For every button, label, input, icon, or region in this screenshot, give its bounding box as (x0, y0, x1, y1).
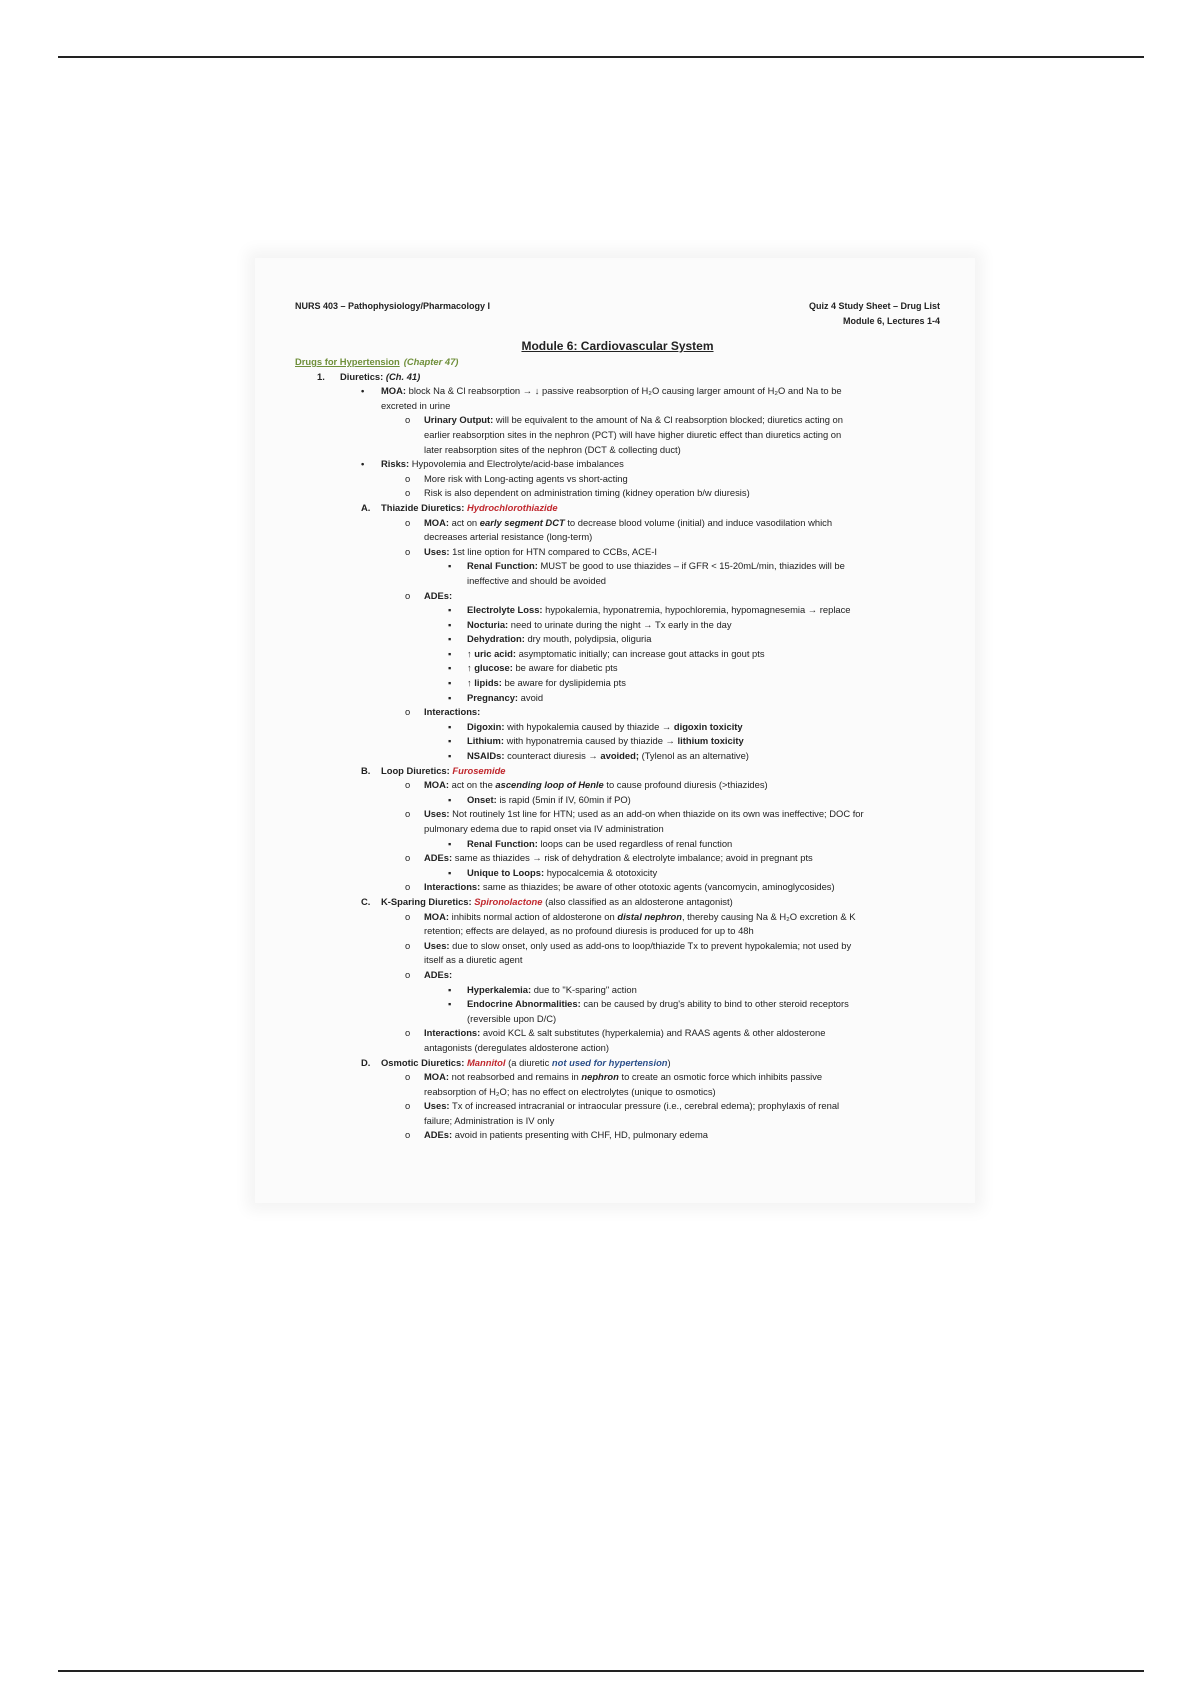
text-run: nephron (581, 1071, 619, 1083)
text-run: failure; Administration is IV only (424, 1114, 555, 1126)
text-run: Drugs for Hypertension (295, 356, 400, 367)
text-run: Renal Function: (467, 560, 538, 572)
list-item (295, 1041, 940, 1056)
text-run: MOA: (424, 779, 449, 791)
text-run: Lithium: (467, 735, 504, 747)
text-run: reabsorption of H₂O; has no effect on electrolytes (unique to osmotics) (424, 1085, 716, 1097)
text-run: act on (451, 516, 478, 528)
text-run: Tx of increased intracranial or intraocular pressure (i.e., cerebral edema); prophylaxis of renal (451, 1100, 840, 1112)
text-run: Uses: (424, 939, 450, 951)
list-item (295, 1114, 940, 1129)
list-item (295, 486, 940, 501)
text-run: MUST be good to use thiazides – if GFR < 15-20mL/min, thiazides will be (540, 560, 845, 572)
list-marker: D. (361, 1056, 371, 1068)
list-item (295, 603, 940, 618)
text-run: Loop Diuretics: (381, 764, 450, 776)
text-run: Module 6, Lectures 1-4 (842, 316, 940, 326)
list-item (295, 851, 940, 866)
text-run: dry mouth, polydipsia, oliguria (527, 633, 652, 645)
loop-heading (295, 764, 940, 779)
list-marker: o (405, 1129, 411, 1141)
text-run: Uses: (424, 1100, 450, 1112)
list-marker: o (405, 852, 411, 864)
list-marker: o (405, 545, 411, 557)
text-run: due to "K-sparing" action (533, 983, 637, 995)
text-run: with hypokalemia caused by thiazide → (507, 720, 672, 732)
list-item (295, 939, 940, 954)
text-run: inhibits normal action of aldosterone on (451, 910, 615, 922)
section-heading (295, 355, 940, 370)
text-run: , thereby causing Na & H₂O excretion & K (681, 910, 856, 922)
text-run: not used for hypertension (551, 1056, 668, 1068)
text-run: Urinary Output: (424, 414, 494, 426)
item-diuretics (295, 370, 940, 385)
text-run: (a diuretic (508, 1056, 550, 1068)
list-marker: o (405, 1100, 411, 1112)
document-header (295, 299, 940, 329)
list-marker: ▪ (448, 633, 452, 645)
sheet-title (809, 299, 940, 329)
list-item (295, 676, 940, 691)
text-run: MOA: (424, 910, 449, 922)
bottom-rule (58, 1670, 1144, 1672)
list-item (295, 1012, 940, 1027)
list-marker: • (361, 458, 365, 470)
list-marker: ▪ (448, 735, 452, 747)
text-run (480, 517, 565, 528)
text-run: NSAIDs: (467, 750, 505, 762)
list-item (295, 983, 940, 998)
list-marker: ▪ (448, 647, 452, 659)
text-run: Risk is also dependent on administration timing (kidney operation b/w diuresis) (424, 487, 750, 499)
ksparing-heading (295, 895, 940, 910)
text-run: Endocrine Abnormalities: (467, 998, 581, 1010)
text-run: excreted in urine (381, 399, 451, 411)
text-run: avoid KCL & salt substitutes (hyperkalemia) and RAAS agents & other aldosterone (482, 1027, 826, 1039)
list-marker: ▪ (448, 750, 452, 762)
text-run: Interactions: (424, 1027, 481, 1039)
list-item (295, 545, 940, 560)
list-marker: ▪ (448, 560, 452, 572)
list-marker: ▪ (448, 604, 452, 616)
text-run: Furosemide (452, 764, 506, 776)
list-item (295, 749, 940, 764)
list-item (295, 530, 940, 545)
list-item (295, 443, 940, 458)
list-item (295, 793, 940, 808)
text-run: Not routinely 1st line for HTN; used as an add-on when thiazide on its own was ineffective; DOC for (452, 808, 864, 820)
moa-line (295, 384, 940, 399)
list-marker: ▪ (448, 677, 452, 689)
list-item (295, 866, 940, 881)
page-title: Module 6: Cardiovascular System (521, 339, 714, 353)
text-run: itself as a diuretic agent (424, 954, 523, 966)
text-run: Pregnancy: (467, 691, 519, 703)
text-run: can be caused by drug's ability to bind to other steroid receptors (583, 998, 849, 1010)
moa-cont (295, 399, 940, 414)
text-run: Digoxin: (467, 720, 505, 732)
text-run: ↑ glucose: (467, 662, 513, 674)
text-run: lithium toxicity (677, 735, 744, 747)
text-run: Unique to Loops: (467, 866, 545, 878)
course-title: NURS 403 – Pathophysiology/Pharmacology I (295, 301, 491, 311)
list-item (295, 924, 940, 939)
list-item (295, 705, 940, 720)
list-marker: o (405, 808, 411, 820)
list-marker: ▪ (448, 837, 452, 849)
list-marker: ▪ (448, 618, 452, 630)
risks-line (295, 457, 940, 472)
text-run: Onset: (467, 793, 497, 805)
text-run: Risks: (381, 458, 410, 470)
list-marker: • (361, 385, 365, 397)
list-marker: A. (361, 501, 371, 513)
text-run: due to slow onset, only used as add-ons to loop/thiazide Tx to prevent hypokalemia; not used by (452, 939, 852, 951)
text-run: (reversible upon D/C) (467, 1012, 557, 1024)
list-item (295, 953, 940, 968)
text-run: ) (667, 1056, 671, 1068)
text-run: ineffective and should be avoided (467, 574, 606, 586)
list-item (295, 822, 940, 837)
text-run: Spironolactone (474, 895, 543, 907)
list-marker: o (405, 1071, 411, 1083)
osmotic-heading (295, 1056, 940, 1071)
text-run: early segment DCT (479, 516, 565, 528)
text-run: Osmotic Diuretics: (381, 1056, 465, 1068)
text-run: ADEs: (424, 1129, 453, 1141)
list-item (295, 1070, 940, 1085)
text-run: to create an osmotic force which inhibits passive (621, 1071, 823, 1083)
text-run: avoid (520, 691, 544, 703)
text-run: hypocalcemia & ototoxicity (546, 866, 658, 878)
text-run: ADEs: (424, 852, 453, 864)
list-marker: C. (361, 895, 371, 907)
list-marker: o (405, 487, 411, 499)
text-run: block Na & Cl reabsorption → ↓ passive reabsorption of H₂O causing larger amount of H₂O and Na to be (408, 385, 842, 397)
text-run: is rapid (5min if IV, 60min if PO) (499, 793, 631, 805)
text-run: be aware for diabetic pts (515, 662, 618, 674)
text-run: Interactions: (424, 706, 481, 718)
text-run: pulmonary edema due to rapid onset via IV administration (424, 823, 664, 834)
text-run: Nocturia: (467, 618, 509, 630)
text-run: 1st line option for HTN compared to CCBs, ACE-I (452, 545, 657, 557)
list-marker: o (405, 414, 411, 426)
text-run: (Chapter 47) (403, 356, 459, 367)
text-run: digoxin toxicity (673, 720, 743, 732)
text-run: retention; effects are delayed, as no profound diuresis is produced for up to 48h (424, 925, 754, 937)
text-run: K-Sparing Diuretics: (381, 895, 472, 907)
list-marker: o (405, 1027, 411, 1039)
text-run (495, 779, 603, 790)
list-item (295, 691, 940, 706)
list-marker: B. (361, 764, 371, 776)
text-run: MOA: (424, 1071, 449, 1083)
list-marker: ▪ (448, 998, 452, 1010)
list-item (295, 837, 940, 852)
text-run: Uses: (424, 545, 450, 557)
text-run: act on the (451, 779, 493, 791)
text-run: Mannitol (466, 1056, 506, 1068)
text-run (617, 911, 682, 922)
list-item (295, 778, 940, 793)
text-run: Uses: (424, 808, 450, 820)
list-item (295, 559, 940, 574)
text-run: Hyperkalemia: (467, 983, 532, 995)
text-run: be aware for dyslipidemia pts (504, 677, 626, 689)
text-run: will be equivalent to the amount of Na & Cl reabsorption blocked; diuretics acting on (495, 414, 843, 426)
text-run: to cause profound diuresis (>thiazides) (606, 779, 768, 791)
list-item (295, 574, 940, 589)
document-content (295, 299, 940, 1143)
list-item (295, 661, 940, 676)
list-marker: ▪ (448, 691, 452, 703)
list-marker: ▪ (448, 720, 452, 732)
text-run: avoided; (600, 750, 639, 762)
text-run: Quiz 4 Study Sheet – Drug List (808, 301, 940, 311)
text-run: Electrolyte Loss: (467, 604, 543, 616)
text-run: Hypovolemia and Electrolyte/acid-base imbalances (411, 458, 624, 470)
text-run: distal nephron (617, 910, 682, 922)
list-marker: ▪ (448, 662, 452, 674)
text-run: same as thiazides → risk of dehydration & electrolyte imbalance; avoid in pregnant pts (454, 852, 813, 864)
text-run: asymptomatic initially; can increase gout attacks in gout pts (518, 647, 765, 659)
text-run: (Tylenol as an alternative) (641, 750, 749, 762)
text-run: (also classified as an aldosterone antagonist) (545, 895, 733, 907)
list-marker: 1. (317, 370, 325, 382)
list-marker: ▪ (448, 983, 452, 995)
list-marker: o (405, 910, 411, 922)
text-run: decreases arterial resistance (long-term) (424, 531, 593, 543)
list-marker: o (405, 779, 411, 791)
text-run: ↑ uric acid: (467, 647, 516, 659)
text-run: avoid in patients presenting with CHF, HD, pulmonary edema (454, 1129, 708, 1141)
list-marker: o (405, 706, 411, 718)
thiazide-heading (295, 501, 940, 516)
text-run: need to urinate during the night → Tx early in the day (510, 618, 732, 630)
text-run: Hydrochlorothiazide (466, 501, 558, 513)
text-run: ADEs: (424, 589, 453, 601)
text-run: same as thiazides; be aware of other ototoxic agents (vancomycin, aminoglycosides) (482, 881, 835, 893)
list-item (295, 734, 940, 749)
text-run: to decrease blood volume (initial) and induce vasodilation which (567, 516, 833, 528)
text-run (386, 371, 420, 382)
list-marker: o (405, 968, 411, 980)
text-run: More risk with Long-acting agents vs short-acting (424, 472, 628, 484)
list-item (295, 720, 940, 735)
text-run: ascending loop of Henle (495, 779, 604, 791)
text-run: MOA: (424, 516, 449, 528)
text-run: earlier reabsorption sites in the nephron (PCT) will have higher diuretic effect than diuretics acting on (424, 428, 842, 440)
list-item (295, 1099, 940, 1114)
text-run: Renal Function: (467, 837, 538, 849)
text-run: Dehydration: (467, 633, 525, 645)
list-marker: o (405, 589, 411, 601)
list-marker: ▪ (448, 866, 452, 878)
list-item (295, 1026, 940, 1041)
text-run: not reabsorbed and remains in (451, 1071, 579, 1083)
list-item (295, 589, 940, 604)
list-item (295, 910, 940, 925)
text-run: ADEs: (424, 968, 453, 980)
text-run: loops can be used regardless of renal function (540, 837, 733, 849)
text-run (581, 1071, 619, 1082)
list-marker: o (405, 881, 411, 893)
text-run: (Ch. 41) (385, 370, 421, 382)
list-item (295, 968, 940, 983)
list-item (295, 618, 940, 633)
urinary-output (295, 413, 940, 428)
list-item (295, 647, 940, 662)
text-run: with hyponatremia caused by thiazide → (506, 735, 675, 747)
text-run: ↑ lipids: (467, 677, 502, 689)
list-marker: o (405, 939, 411, 951)
list-item (295, 1085, 940, 1100)
text-run: later reabsorption sites of the nephron (DCT & collecting duct) (424, 443, 681, 455)
text-run: antagonists (deregulates aldosterone action) (424, 1041, 610, 1053)
list-item (295, 880, 940, 895)
list-marker: o (405, 516, 411, 528)
list-marker: ▪ (448, 793, 452, 805)
list-item (295, 1128, 940, 1143)
text-run: MOA: (381, 385, 406, 397)
list-item (295, 516, 940, 531)
text-run: counteract diuresis → (507, 750, 598, 762)
list-item (295, 428, 940, 443)
top-rule (58, 56, 1144, 58)
text-run: hypokalemia, hyponatremia, hypochloremia, hypomagnesemia → replace (545, 604, 851, 616)
list-item (295, 807, 940, 822)
text-run: Diuretics: (340, 370, 384, 382)
text-run: Thiazide Diuretics: (381, 501, 465, 513)
list-marker: o (405, 472, 411, 484)
list-item (295, 632, 940, 647)
list-item (295, 472, 940, 487)
text-run: Interactions: (424, 881, 481, 893)
list-item (295, 997, 940, 1012)
